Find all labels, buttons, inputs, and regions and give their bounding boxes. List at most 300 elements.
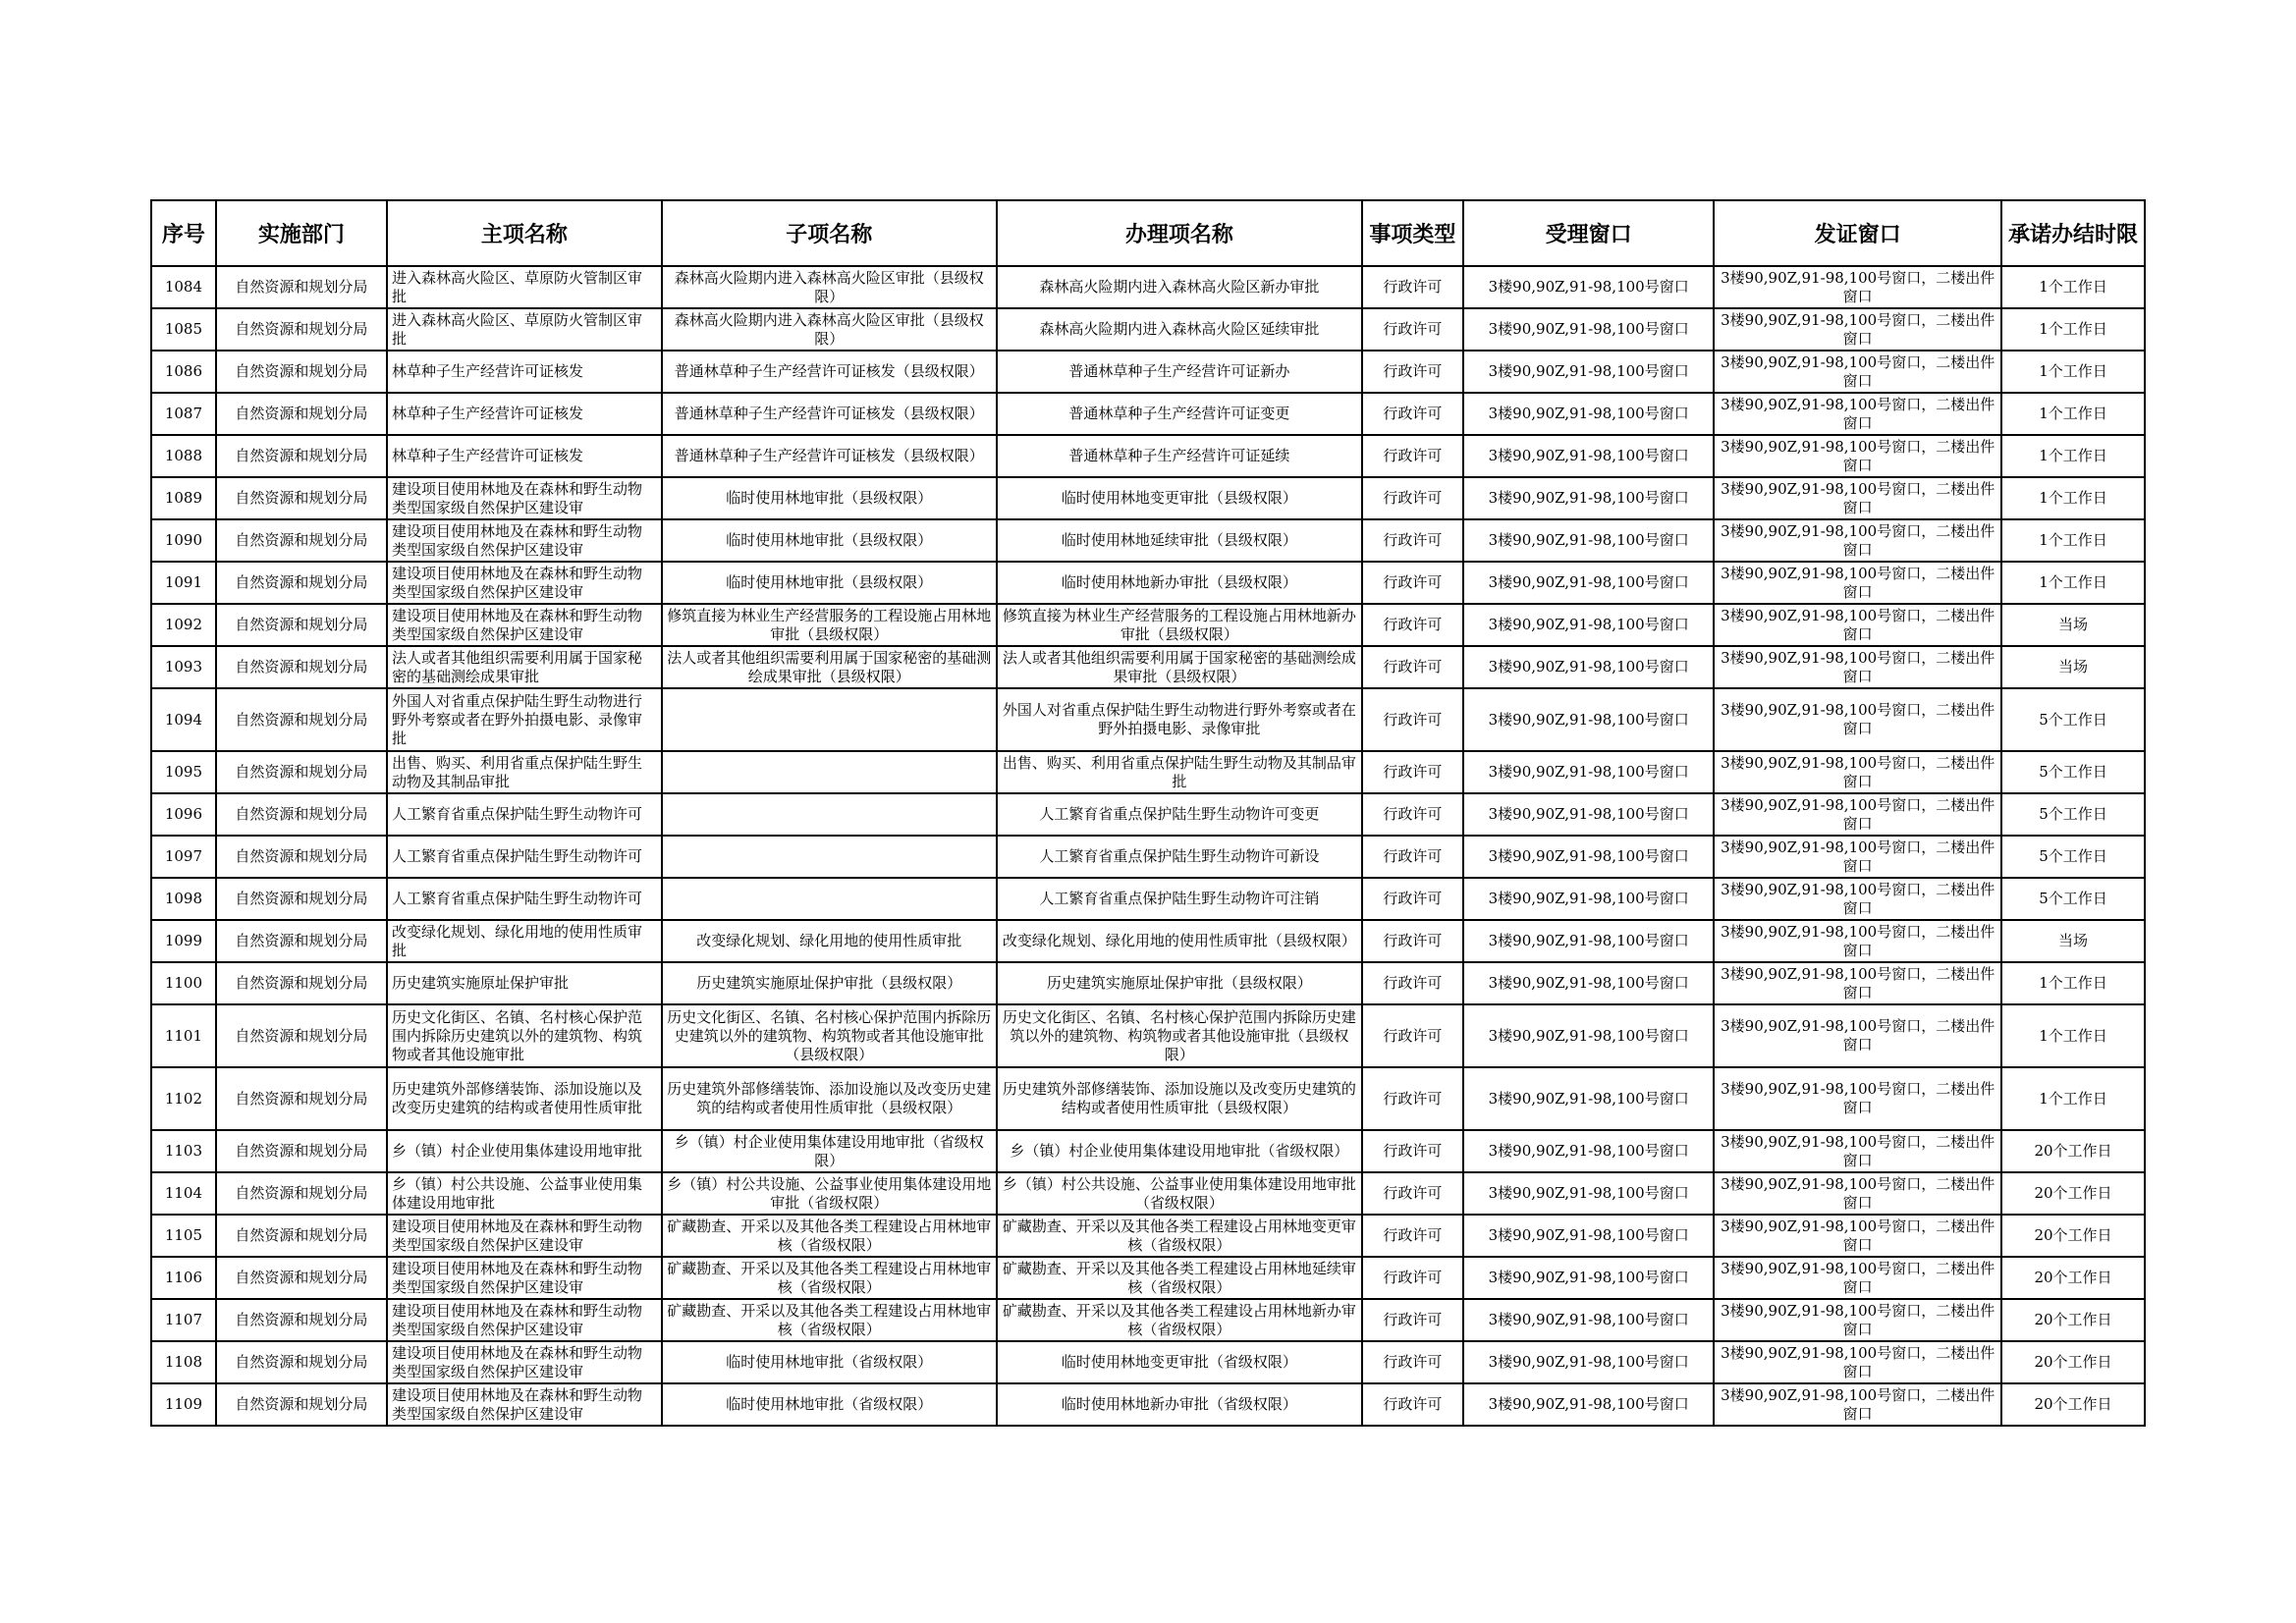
row-main-cell-text: 建设项目使用林地及在森林和野生动物类型国家级自然保护区建设审 [392, 564, 643, 601]
row-type-cell [1362, 688, 1463, 751]
row-no-cell-text: 1098 [164, 890, 202, 907]
row-dept-cell-text: 自然资源和规划分局 [235, 710, 368, 729]
row-sub-cell [662, 793, 997, 836]
row-item-cell-text: 人工繁育省重点保护陆生野生动物许可新设 [1039, 847, 1320, 865]
row-item-cell-text: 出售、购买、利用省重点保护陆生野生动物及其制品审批 [1002, 753, 1356, 790]
row-accept-cell [1463, 519, 1714, 562]
table-row [151, 351, 2145, 393]
row-accept-cell-text: 3楼90,90Z,91-98,100号窗口 [1488, 1226, 1689, 1244]
row-type-cell-text: 行政许可 [1383, 1226, 1443, 1244]
table-row [151, 1215, 2145, 1257]
row-sub-cell-text: 矿藏勘查、开采以及其他各类工程建设占用林地审核（省级权限） [667, 1217, 992, 1254]
row-main-cell-text: 建设项目使用林地及在森林和野生动物类型国家级自然保护区建设审 [392, 1259, 643, 1296]
row-type-cell [1362, 836, 1463, 878]
row-issue-cell-text: 3楼90,90Z,91-98,100号窗口，二楼出件窗口 [1721, 753, 1995, 790]
row-limit-cell-text: 20个工作日 [2034, 1226, 2112, 1244]
row-dept-cell-text: 自然资源和规划分局 [235, 1353, 368, 1371]
row-accept-cell-text: 3楼90,90Z,91-98,100号窗口 [1488, 1026, 1689, 1045]
row-no-cell [151, 688, 216, 751]
row-dept-cell [216, 604, 387, 646]
header-cell-sub: 子项名称 [662, 200, 997, 266]
row-type-cell [1362, 308, 1463, 351]
row-accept-cell-text: 3楼90,90Z,91-98,100号窗口 [1488, 658, 1689, 676]
row-no-cell-text: 1087 [164, 405, 202, 422]
row-sub-cell [662, 688, 997, 751]
row-issue-cell-text: 3楼90,90Z,91-98,100号窗口，二楼出件窗口 [1721, 880, 1995, 917]
row-dept-cell [216, 962, 387, 1004]
row-dept-cell [216, 1257, 387, 1299]
row-no-cell-text: 1108 [164, 1353, 202, 1371]
row-dept-cell [216, 878, 387, 920]
row-accept-cell-text: 3楼90,90Z,91-98,100号窗口 [1488, 447, 1689, 464]
table-row [151, 1004, 2145, 1067]
row-dept-cell-text: 自然资源和规划分局 [235, 763, 368, 781]
row-issue-cell [1714, 562, 2001, 604]
row-item-cell [997, 266, 1362, 308]
row-issue-cell [1714, 793, 2001, 836]
row-accept-cell [1463, 920, 1714, 962]
row-dept-cell [216, 1341, 387, 1383]
row-issue-cell-text: 3楼90,90Z,91-98,100号窗口，二楼出件窗口 [1721, 1259, 1995, 1296]
row-issue-cell [1714, 1067, 2001, 1130]
row-limit-cell-text: 1个工作日 [2039, 531, 2107, 549]
row-issue-cell [1714, 1172, 2001, 1215]
row-main-cell-text: 建设项目使用林地及在森林和野生动物类型国家级自然保护区建设审 [392, 479, 643, 516]
row-type-cell-text: 行政许可 [1383, 362, 1443, 380]
row-sub-cell-text: 临时使用林地审批（省级权限） [726, 1395, 933, 1413]
row-dept-cell-text: 自然资源和规划分局 [235, 1226, 368, 1244]
row-limit-cell-text: 1个工作日 [2039, 489, 2107, 507]
table-row [151, 1383, 2145, 1426]
row-accept-cell [1463, 1172, 1714, 1215]
row-no-cell [151, 1067, 216, 1130]
row-type-cell-text: 行政许可 [1383, 320, 1443, 338]
table-row [151, 393, 2145, 435]
row-type-cell [1362, 604, 1463, 646]
row-accept-cell-text: 3楼90,90Z,91-98,100号窗口 [1488, 1311, 1689, 1328]
row-main-cell [387, 393, 662, 435]
header-cell-issue: 发证窗口 [1714, 200, 2001, 266]
row-limit-cell-text: 20个工作日 [2034, 1142, 2112, 1160]
row-main-cell [387, 793, 662, 836]
row-no-cell-text: 1102 [164, 1089, 202, 1108]
row-dept-cell [216, 393, 387, 435]
row-type-cell [1362, 435, 1463, 477]
row-sub-cell [662, 1257, 997, 1299]
row-accept-cell [1463, 962, 1714, 1004]
row-issue-cell [1714, 1341, 2001, 1383]
row-sub-cell [662, 1299, 997, 1341]
row-main-cell [387, 688, 662, 751]
row-issue-cell-text: 3楼90,90Z,91-98,100号窗口，二楼出件窗口 [1721, 310, 1995, 348]
row-limit-cell [2001, 351, 2145, 393]
table-row [151, 266, 2145, 308]
row-type-cell [1362, 1004, 1463, 1067]
row-accept-cell [1463, 604, 1714, 646]
row-item-cell-text: 人工繁育省重点保护陆生野生动物许可变更 [1039, 805, 1320, 823]
row-no-cell-text: 1091 [164, 573, 202, 591]
row-accept-cell [1463, 1215, 1714, 1257]
row-item-cell-text: 改变绿化规划、绿化用地的使用性质审批（县级权限） [1002, 932, 1356, 949]
row-limit-cell [2001, 688, 2145, 751]
row-limit-cell-text: 1个工作日 [2039, 974, 2107, 992]
row-type-cell-text: 行政许可 [1383, 447, 1443, 464]
row-issue-cell [1714, 477, 2001, 519]
row-item-cell [997, 435, 1362, 477]
row-issue-cell-text: 3楼90,90Z,91-98,100号窗口，二楼出件窗口 [1721, 1017, 1995, 1054]
row-no-cell [151, 519, 216, 562]
row-type-cell-text: 行政许可 [1383, 763, 1443, 781]
row-accept-cell-text: 3楼90,90Z,91-98,100号窗口 [1488, 763, 1689, 781]
row-accept-cell [1463, 477, 1714, 519]
row-main-cell [387, 477, 662, 519]
row-item-cell [997, 1215, 1362, 1257]
row-type-cell [1362, 393, 1463, 435]
row-dept-cell-text: 自然资源和规划分局 [235, 658, 368, 676]
row-accept-cell-text: 3楼90,90Z,91-98,100号窗口 [1488, 320, 1689, 338]
row-dept-cell-text: 自然资源和规划分局 [235, 932, 368, 949]
row-issue-cell [1714, 1257, 2001, 1299]
row-item-cell-text: 普通林草种子生产经营许可证新办 [1068, 362, 1290, 380]
row-limit-cell [2001, 1299, 2145, 1341]
row-item-cell [997, 1257, 1362, 1299]
row-main-cell-text: 建设项目使用林地及在森林和野生动物类型国家级自然保护区建设审 [392, 1301, 643, 1338]
row-limit-cell-text: 1个工作日 [2039, 573, 2107, 591]
row-type-cell [1362, 351, 1463, 393]
row-accept-cell-text: 3楼90,90Z,91-98,100号窗口 [1488, 710, 1689, 729]
row-dept-cell-text: 自然资源和规划分局 [235, 890, 368, 907]
row-accept-cell [1463, 1067, 1714, 1130]
row-no-cell [151, 1257, 216, 1299]
row-limit-cell-text: 5个工作日 [2039, 805, 2107, 823]
row-dept-cell-text: 自然资源和规划分局 [235, 362, 368, 380]
header-cell-item: 办理项名称 [997, 200, 1362, 266]
row-dept-cell-text: 自然资源和规划分局 [235, 805, 368, 823]
row-limit-cell [2001, 308, 2145, 351]
row-limit-cell [2001, 646, 2145, 688]
row-issue-cell-text: 3楼90,90Z,91-98,100号窗口，二楼出件窗口 [1721, 1301, 1995, 1338]
row-sub-cell [662, 1172, 997, 1215]
row-type-cell-text: 行政许可 [1383, 489, 1443, 507]
row-accept-cell-text: 3楼90,90Z,91-98,100号窗口 [1488, 489, 1689, 507]
row-dept-cell-text: 自然资源和规划分局 [235, 974, 368, 992]
row-limit-cell-text: 20个工作日 [2034, 1184, 2112, 1202]
row-item-cell [997, 836, 1362, 878]
row-limit-cell [2001, 1383, 2145, 1426]
row-dept-cell-text: 自然资源和规划分局 [235, 847, 368, 865]
row-type-cell-text: 行政许可 [1383, 573, 1443, 591]
row-issue-cell-text: 3楼90,90Z,91-98,100号窗口，二楼出件窗口 [1721, 268, 1995, 305]
row-limit-cell [2001, 1172, 2145, 1215]
row-no-cell-text: 1105 [164, 1226, 202, 1244]
row-limit-cell [2001, 751, 2145, 793]
row-issue-cell [1714, 435, 2001, 477]
row-issue-cell [1714, 519, 2001, 562]
row-sub-cell-text: 普通林草种子生产经营许可证核发（县级权限） [674, 362, 984, 380]
row-issue-cell [1714, 646, 2001, 688]
row-main-cell [387, 1383, 662, 1426]
row-accept-cell-text: 3楼90,90Z,91-98,100号窗口 [1488, 805, 1689, 823]
row-type-cell [1362, 1257, 1463, 1299]
table-row [151, 1172, 2145, 1215]
row-sub-cell [662, 562, 997, 604]
row-issue-cell-text: 3楼90,90Z,91-98,100号窗口，二楼出件窗口 [1721, 1080, 1995, 1116]
row-no-cell [151, 393, 216, 435]
row-dept-cell-text: 自然资源和规划分局 [235, 616, 368, 633]
row-item-cell-text: 普通林草种子生产经营许可证变更 [1068, 405, 1290, 422]
row-limit-cell-text: 1个工作日 [2039, 278, 2107, 296]
row-dept-cell [216, 1172, 387, 1215]
row-issue-cell-text: 3楼90,90Z,91-98,100号窗口，二楼出件窗口 [1721, 964, 1995, 1001]
row-limit-cell-text: 1个工作日 [2039, 1089, 2107, 1108]
row-dept-cell [216, 1383, 387, 1426]
row-sub-cell [662, 1215, 997, 1257]
row-issue-cell-text: 3楼90,90Z,91-98,100号窗口，二楼出件窗口 [1721, 701, 1995, 737]
row-main-cell [387, 435, 662, 477]
row-limit-cell-text: 1个工作日 [2039, 447, 2107, 464]
row-main-cell-text: 法人或者其他组织需要利用属于国家秘密的基础测绘成果审批 [392, 648, 643, 685]
row-dept-cell-text: 自然资源和规划分局 [235, 531, 368, 549]
row-item-cell [997, 477, 1362, 519]
row-no-cell [151, 604, 216, 646]
row-item-cell [997, 962, 1362, 1004]
row-no-cell-text: 1086 [164, 362, 202, 380]
row-main-cell-text: 出售、购买、利用省重点保护陆生野生动物及其制品审批 [392, 753, 643, 790]
row-dept-cell [216, 562, 387, 604]
row-main-cell [387, 920, 662, 962]
row-main-cell-text: 历史建筑实施原址保护审批 [392, 974, 570, 992]
row-no-cell [151, 646, 216, 688]
row-accept-cell-text: 3楼90,90Z,91-98,100号窗口 [1488, 1184, 1689, 1202]
row-type-cell-text: 行政许可 [1383, 1353, 1443, 1371]
row-no-cell [151, 962, 216, 1004]
header-cell-main: 主项名称 [387, 200, 662, 266]
row-sub-cell [662, 836, 997, 878]
row-accept-cell-text: 3楼90,90Z,91-98,100号窗口 [1488, 573, 1689, 591]
row-sub-cell [662, 962, 997, 1004]
row-main-cell [387, 1299, 662, 1341]
row-dept-cell [216, 793, 387, 836]
row-main-cell-text: 建设项目使用林地及在森林和野生动物类型国家级自然保护区建设审 [392, 521, 643, 559]
row-sub-cell-text: 历史文化街区、名镇、名村核心保护范围内拆除历史建筑以外的建筑物、构筑物或者其他设施审批（县级权限） [667, 1007, 992, 1063]
table-row [151, 920, 2145, 962]
row-no-cell [151, 1383, 216, 1426]
row-type-cell-text: 行政许可 [1383, 932, 1443, 949]
table-row [151, 646, 2145, 688]
row-type-cell-text: 行政许可 [1383, 1311, 1443, 1328]
row-item-cell-text: 外国人对省重点保护陆生野生动物进行野外考察或者在野外拍摄电影、录像审批 [1002, 701, 1356, 737]
row-issue-cell [1714, 836, 2001, 878]
row-item-cell [997, 393, 1362, 435]
row-sub-cell-text: 历史建筑实施原址保护审批（县级权限） [696, 974, 962, 992]
row-no-cell-text: 1096 [164, 805, 202, 823]
row-main-cell [387, 1067, 662, 1130]
row-sub-cell [662, 1130, 997, 1172]
row-main-cell-text: 林草种子生产经营许可证核发 [392, 362, 584, 380]
row-limit-cell [2001, 435, 2145, 477]
row-no-cell-text: 1088 [164, 447, 202, 464]
row-limit-cell [2001, 1067, 2145, 1130]
row-accept-cell [1463, 562, 1714, 604]
row-type-cell [1362, 751, 1463, 793]
row-type-cell-text: 行政许可 [1383, 1089, 1443, 1108]
row-main-cell-text: 进入森林高火险区、草原防火管制区审批 [392, 268, 643, 305]
row-item-cell-text: 历史建筑外部修缮装饰、添加设施以及改变历史建筑的结构或者使用性质审批（县级权限） [1002, 1080, 1356, 1116]
row-type-cell [1362, 646, 1463, 688]
row-main-cell-text: 林草种子生产经营许可证核发 [392, 405, 584, 422]
row-limit-cell-text: 20个工作日 [2034, 1269, 2112, 1286]
row-issue-cell [1714, 1383, 2001, 1426]
row-item-cell-text: 乡（镇）村企业使用集体建设用地审批（省级权限） [1010, 1142, 1349, 1160]
row-type-cell-text: 行政许可 [1383, 1269, 1443, 1286]
row-limit-cell [2001, 793, 2145, 836]
row-no-cell-text: 1085 [164, 320, 202, 338]
row-item-cell [997, 878, 1362, 920]
row-dept-cell [216, 435, 387, 477]
row-sub-cell-text: 修筑直接为林业生产经营服务的工程设施占用林地审批（县级权限） [667, 606, 992, 643]
row-limit-cell [2001, 1215, 2145, 1257]
row-accept-cell [1463, 1004, 1714, 1067]
row-accept-cell [1463, 1341, 1714, 1383]
row-type-cell [1362, 1130, 1463, 1172]
row-main-cell-text: 建设项目使用林地及在森林和野生动物类型国家级自然保护区建设审 [392, 1385, 643, 1423]
row-main-cell-text: 乡（镇）村企业使用集体建设用地审批 [392, 1142, 643, 1160]
row-sub-cell [662, 751, 997, 793]
header-cell-dept: 实施部门 [216, 200, 387, 266]
row-sub-cell-text: 普通林草种子生产经营许可证核发（县级权限） [674, 405, 984, 422]
row-dept-cell-text: 自然资源和规划分局 [235, 1395, 368, 1413]
row-no-cell-text: 1104 [164, 1184, 202, 1202]
row-no-cell [151, 308, 216, 351]
row-accept-cell-text: 3楼90,90Z,91-98,100号窗口 [1488, 1269, 1689, 1286]
row-dept-cell-text: 自然资源和规划分局 [235, 447, 368, 464]
row-item-cell [997, 920, 1362, 962]
row-main-cell [387, 351, 662, 393]
row-type-cell [1362, 519, 1463, 562]
row-sub-cell [662, 1383, 997, 1426]
row-issue-cell-text: 3楼90,90Z,91-98,100号窗口，二楼出件窗口 [1721, 838, 1995, 875]
row-limit-cell [2001, 836, 2145, 878]
row-item-cell-text: 临时使用林地新办审批（县级权限） [1061, 573, 1297, 591]
row-accept-cell-text: 3楼90,90Z,91-98,100号窗口 [1488, 531, 1689, 549]
row-no-cell-text: 1090 [164, 531, 202, 549]
row-type-cell-text: 行政许可 [1383, 1184, 1443, 1202]
row-limit-cell-text: 5个工作日 [2039, 847, 2107, 865]
row-type-cell [1362, 920, 1463, 962]
row-item-cell-text: 临时使用林地变更审批（省级权限） [1061, 1353, 1297, 1371]
row-limit-cell [2001, 519, 2145, 562]
table-row [151, 1341, 2145, 1383]
row-dept-cell [216, 477, 387, 519]
row-no-cell-text: 1106 [164, 1269, 202, 1286]
row-main-cell [387, 1004, 662, 1067]
row-accept-cell [1463, 793, 1714, 836]
row-type-cell-text: 行政许可 [1383, 805, 1443, 823]
row-item-cell-text: 矿藏勘查、开采以及其他各类工程建设占用林地新办审核（省级权限） [1002, 1301, 1356, 1338]
row-sub-cell-text: 矿藏勘查、开采以及其他各类工程建设占用林地审核（省级权限） [667, 1259, 992, 1296]
row-item-cell [997, 1341, 1362, 1383]
header-cell-type: 事项类型 [1362, 200, 1463, 266]
row-main-cell [387, 1257, 662, 1299]
row-issue-cell [1714, 604, 2001, 646]
row-limit-cell [2001, 393, 2145, 435]
row-main-cell [387, 751, 662, 793]
row-item-cell-text: 普通林草种子生产经营许可证延续 [1068, 447, 1290, 464]
row-dept-cell-text: 自然资源和规划分局 [235, 405, 368, 422]
row-sub-cell-text: 森林高火险期内进入森林高火险区审批（县级权限） [674, 268, 984, 305]
row-accept-cell [1463, 646, 1714, 688]
row-no-cell-text: 1084 [164, 278, 202, 296]
row-limit-cell-text: 当场 [2058, 616, 2089, 633]
row-issue-cell [1714, 1004, 2001, 1067]
row-sub-cell-text: 乡（镇）村公共设施、公益事业使用集体建设用地审批（省级权限） [667, 1174, 992, 1212]
row-issue-cell-text: 3楼90,90Z,91-98,100号窗口，二楼出件窗口 [1721, 437, 1995, 474]
row-main-cell [387, 962, 662, 1004]
row-dept-cell-text: 自然资源和规划分局 [235, 573, 368, 591]
row-item-cell-text: 临时使用林地新办审批（省级权限） [1061, 1395, 1297, 1413]
row-accept-cell-text: 3楼90,90Z,91-98,100号窗口 [1488, 405, 1689, 422]
row-main-cell [387, 646, 662, 688]
row-accept-cell [1463, 351, 1714, 393]
row-limit-cell-text: 20个工作日 [2034, 1311, 2112, 1328]
row-issue-cell-text: 3楼90,90Z,91-98,100号窗口，二楼出件窗口 [1721, 648, 1995, 685]
row-main-cell-text: 乡（镇）村公共设施、公益事业使用集体建设用地审批 [392, 1174, 643, 1212]
row-accept-cell [1463, 878, 1714, 920]
row-sub-cell [662, 1067, 997, 1130]
row-item-cell [997, 562, 1362, 604]
row-issue-cell [1714, 751, 2001, 793]
row-issue-cell-text: 3楼90,90Z,91-98,100号窗口，二楼出件窗口 [1721, 606, 1995, 643]
row-type-cell-text: 行政许可 [1383, 1395, 1443, 1413]
row-main-cell [387, 836, 662, 878]
row-limit-cell-text: 1个工作日 [2039, 320, 2107, 338]
table-row [151, 1067, 2145, 1130]
row-limit-cell-text: 当场 [2058, 932, 2089, 949]
row-item-cell-text: 法人或者其他组织需要利用属于国家秘密的基础测绘成果审批（县级权限） [1002, 648, 1356, 685]
row-dept-cell-text: 自然资源和规划分局 [235, 1089, 368, 1108]
row-sub-cell [662, 393, 997, 435]
row-no-cell-text: 1100 [164, 974, 202, 992]
row-type-cell-text: 行政许可 [1383, 616, 1443, 633]
row-sub-cell [662, 604, 997, 646]
row-sub-cell-text: 临时使用林地审批（省级权限） [726, 1353, 933, 1371]
row-issue-cell-text: 3楼90,90Z,91-98,100号窗口，二楼出件窗口 [1721, 1217, 1995, 1254]
table-row [151, 519, 2145, 562]
row-dept-cell [216, 1299, 387, 1341]
row-type-cell [1362, 962, 1463, 1004]
row-type-cell-text: 行政许可 [1383, 847, 1443, 865]
row-issue-cell-text: 3楼90,90Z,91-98,100号窗口，二楼出件窗口 [1721, 395, 1995, 432]
row-item-cell [997, 1004, 1362, 1067]
row-dept-cell [216, 646, 387, 688]
header-cell-accept: 受理窗口 [1463, 200, 1714, 266]
row-sub-cell [662, 477, 997, 519]
row-accept-cell-text: 3楼90,90Z,91-98,100号窗口 [1488, 616, 1689, 633]
row-limit-cell [2001, 604, 2145, 646]
row-sub-cell [662, 519, 997, 562]
row-dept-cell-text: 自然资源和规划分局 [235, 1026, 368, 1045]
row-accept-cell-text: 3楼90,90Z,91-98,100号窗口 [1488, 362, 1689, 380]
table-row [151, 836, 2145, 878]
row-issue-cell-text: 3楼90,90Z,91-98,100号窗口，二楼出件窗口 [1721, 521, 1995, 559]
row-issue-cell [1714, 688, 2001, 751]
row-no-cell [151, 1130, 216, 1172]
row-accept-cell [1463, 1130, 1714, 1172]
row-issue-cell-text: 3楼90,90Z,91-98,100号窗口，二楼出件窗口 [1721, 1174, 1995, 1212]
row-accept-cell-text: 3楼90,90Z,91-98,100号窗口 [1488, 890, 1689, 907]
row-limit-cell [2001, 878, 2145, 920]
row-type-cell [1362, 266, 1463, 308]
